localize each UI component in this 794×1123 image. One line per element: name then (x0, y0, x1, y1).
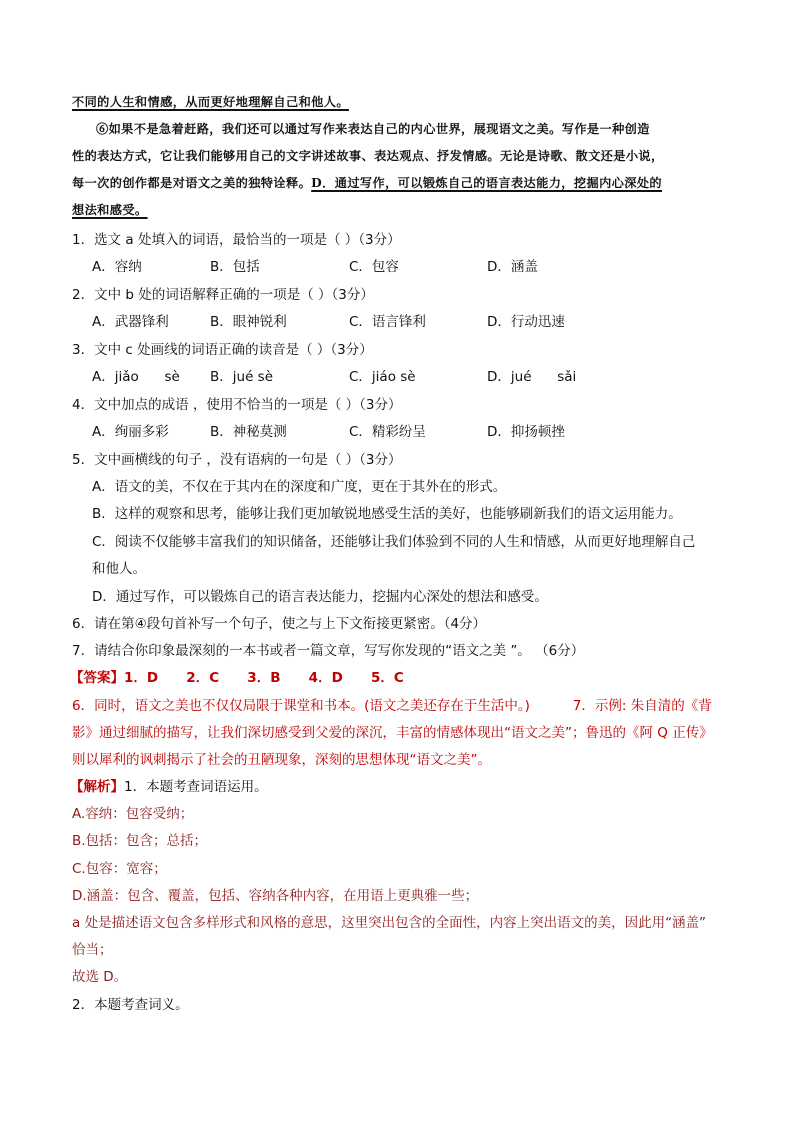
question-2-option-a: A．武器锋利 (92, 314, 169, 330)
analysis-choice: 故选 D。 (72, 969, 128, 985)
passage-paragraph-6-line (72, 173, 662, 193)
question-1-option-a: A．容纳 (92, 259, 142, 275)
question-5-option-c-cont: 和他人。 (92, 561, 146, 577)
question-2-option-b: B．眼神锐利 (210, 314, 287, 330)
question-3-option-d: D．jué sǎi (487, 369, 577, 385)
question-2-stem: 2．文中 b 处的词语解释正确的一项是（ ）（3分） (72, 287, 374, 303)
question-3-stem: 3．文中 c 处画线的词语正确的读音是（ ）（3分） (72, 342, 373, 358)
answer-text: 则以犀利的讽刺揭示了社会的丑陋现象，深刻的思想体现“语文之美”。 (72, 752, 491, 768)
question-5-option-b: B．这样的观察和思考，能够让我们更加敏锐地感受生活的美好，也能够刷新我们的语文运用能力。 (92, 506, 682, 522)
underlined-sentence-d-end: 想法和感受。 (72, 203, 148, 217)
underlined-sentence-d: D．通过写作，可以锻炼自己的语言表达能力，挖掘内心深处的 (311, 176, 663, 190)
question-4-option-b: B．神秘莫测 (210, 424, 287, 440)
answer-choices: 1．D 2．C 3．B 4．D 5．C (124, 670, 404, 686)
question-4-option-c: C．精彩纷呈 (349, 424, 426, 440)
answer-text: 6．同时，语文之美也不仅仅局限于课堂和书本。(语文之美还存在于生活中。) 7．示例: 朱自清的《背 (72, 698, 712, 714)
analysis-reason: a 处是描述语文包含多样形式和风格的意思，这里突出包含的全面性，内容上突出语文的美，因此用“涵盖” (72, 915, 707, 931)
question-5-stem: 5．文中画横线的句子 ，没有语病的一句是（ ）（3分） (72, 452, 402, 468)
answer-line (70, 668, 404, 688)
question-5-option-c: C．阅读不仅能够丰富我们的知识储备，还能够让我们体验到不同的人生和情感，从而更好地理解自己 (92, 534, 696, 550)
analysis-intro: 1．本题考查词语运用。 (124, 779, 268, 795)
question-3-option-b: B．jué sè (210, 369, 274, 385)
analysis-tag: 【解析】 (70, 779, 124, 795)
analysis-item-a: A.容纳：包容受纳； (72, 806, 194, 822)
analysis-item-d: D.涵盖：包含、覆盖，包括、容纳各种内容，在用语上更典雅一些； (72, 888, 479, 904)
analysis-line (70, 777, 268, 797)
answer-text: 影》通过细腻的描写，让我们深切感受到父爱的深沉，丰富的情感体现出“语文之美”；鲁迅的《阿 Q 正传》 (72, 725, 713, 741)
passage-text: 每一次的创作都是对语文之美的独特诠释。 (72, 176, 312, 190)
question-3-option-c: C．jiáo sè (349, 369, 416, 385)
question-1-option-b: B．包括 (210, 259, 260, 275)
analysis-reason-cont: 恰当； (72, 942, 113, 958)
analysis-next-question: 2．本题考查词义。 (72, 997, 189, 1013)
question-2-option-d: D．行动迅速 (487, 314, 565, 330)
question-4-option-a: A．绚丽多彩 (92, 424, 169, 440)
question-6-stem: 6．请在第④段句首补写一个句子，使之与上下文衔接更紧密。（4分） (72, 616, 487, 632)
analysis-item-b: B.包括：包含；总括； (72, 833, 208, 849)
question-4-stem: 4．文中加点的成语 ，使用不恰当的一项是（ ）（3分） (72, 397, 402, 413)
question-7-stem: 7．请结合你印象最深刻的一本书或者一篇文章，写写你发现的“语文之美 ”。 （6分） (72, 643, 585, 659)
question-4-option-d: D．抑扬顿挫 (487, 424, 565, 440)
analysis-item-c: C.包容：宽容； (72, 861, 167, 877)
question-1-stem: 1．选文 a 处填入的词语，最恰当的一项是（ ）（3分） (72, 232, 401, 248)
question-1-option-c: C．包容 (349, 259, 399, 275)
answer-tag: 【答案】 (70, 670, 124, 686)
question-5-option-a: A．语文的美，不仅在于其内在的深度和广度，更在于其外在的形式。 (92, 479, 507, 495)
passage-paragraph-6-line: ⑥如果不是急着赶路，我们还可以通过写作来表达自己的内心世界，展现语文之美。写作是一种创造 (96, 122, 650, 136)
question-3-option-a: A．jiǎo sè (92, 369, 180, 385)
passage-line: 不同的人生和情感，从而更好地理解自己和他人。 (72, 95, 349, 109)
passage-paragraph-6-line: 性的表达方式，它让我们能够用自己的文字讲述故事、表达观点、抒发情感。无论是诗歌、散文还是小说， (72, 149, 664, 163)
question-5-option-d: D．通过写作，可以锻炼自己的语言表达能力，挖掘内心深处的想法和感受。 (92, 589, 548, 605)
question-2-option-c: C．语言锋利 (349, 314, 426, 330)
question-1-option-d: D．涵盖 (487, 259, 538, 275)
